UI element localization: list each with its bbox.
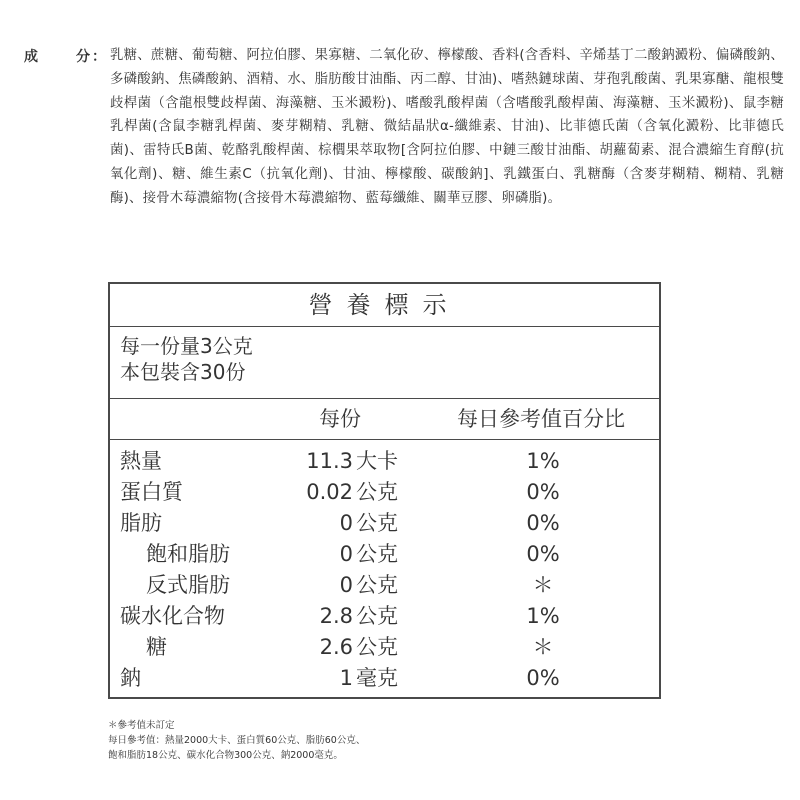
nutrient-amount: 11.3 <box>306 449 353 473</box>
nutrient-daily-value: 1% <box>526 449 560 473</box>
nutrient-name: 熱量 <box>120 449 162 473</box>
nutrient-name: 蛋白質 <box>120 480 183 504</box>
nutrient-name: 反式脂肪 <box>146 573 230 597</box>
nutrient-row-energy <box>110 446 659 477</box>
nutrient-daily-value: 0% <box>526 666 560 690</box>
nutrient-amount: 2.6 <box>319 635 353 659</box>
ingredients-section <box>24 44 784 211</box>
nutrition-title: 營養標示 <box>110 284 659 327</box>
nutrient-amount: 0 <box>339 511 353 535</box>
nutrient-daily-value: 0% <box>526 542 560 566</box>
footnote-daily-reference-1: 每日參考值：熱量2000大卡、蛋白質60公克、脂肪60公克、 <box>108 735 366 746</box>
nutrient-unit: 大卡 <box>356 449 398 473</box>
nutrient-name: 鈉 <box>120 666 141 690</box>
nutrient-daily-value: ＊ <box>532 573 554 597</box>
footnote-daily-reference-2: 飽和脂肪18公克、碳水化合物300公克、鈉2000毫克。 <box>108 750 343 761</box>
nutrition-header-row <box>110 399 659 440</box>
nutrition-rows <box>110 440 659 694</box>
footnote-not-established: ＊參考值未訂定 <box>108 720 175 731</box>
nutrient-unit: 公克 <box>356 542 398 566</box>
footnote <box>108 718 365 763</box>
nutrient-unit: 毫克 <box>356 666 398 690</box>
nutrition-facts-panel <box>108 282 661 699</box>
servings-per-package: 本包裝含30份 <box>120 360 246 384</box>
ingredients-label-char2: 分 <box>76 49 90 65</box>
nutrient-row-protein <box>110 477 659 508</box>
nutrient-amount: 0 <box>339 573 353 597</box>
nutrient-amount: 0 <box>339 542 353 566</box>
nutrient-amount: 0.02 <box>306 480 353 504</box>
nutrient-row-trans-fat <box>110 570 659 601</box>
nutrient-name: 飽和脂肪 <box>146 542 230 566</box>
nutrient-daily-value: 0% <box>526 480 560 504</box>
nutrient-amount: 2.8 <box>319 604 353 628</box>
nutrient-row-sodium <box>110 663 659 694</box>
nutrient-row-saturated-fat <box>110 539 659 570</box>
nutrient-row-carbohydrate <box>110 601 659 632</box>
serving-size: 每一份量3公克 <box>120 334 253 358</box>
nutrient-unit: 公克 <box>356 604 398 628</box>
nutrient-name: 糖 <box>146 635 167 659</box>
nutrient-unit: 公克 <box>356 480 398 504</box>
nutrient-amount: 1 <box>339 666 353 690</box>
nutrient-unit: 公克 <box>356 511 398 535</box>
nutrient-name: 碳水化合物 <box>120 604 225 628</box>
nutrient-row-fat <box>110 508 659 539</box>
nutrient-row-sugar <box>110 632 659 663</box>
nutrient-daily-value: 0% <box>526 511 560 535</box>
nutrient-daily-value: 1% <box>526 604 560 628</box>
nutrient-name: 脂肪 <box>120 511 162 535</box>
col-daily-value: 每日參考值百分比 <box>457 407 625 431</box>
nutrient-unit: 公克 <box>356 635 398 659</box>
nutrient-unit: 公克 <box>356 573 398 597</box>
serving-info <box>110 327 659 399</box>
ingredients-label-colon: ： <box>92 49 106 65</box>
nutrient-daily-value: ＊ <box>532 635 554 659</box>
ingredients-text: 乳糖、蔗糖、葡萄糖、阿拉伯膠、果寡糖、二氧化矽、檸檬酸、香料(含香料、辛烯基丁二酸鈉澱粉、偏磷酸鈉、多磷酸鈉、焦磷酸鈉、酒精、水、脂肪酸甘油酯、丙二醇、甘油)、嗜熱鏈球菌、芽孢乳酸菌、乳果寡醣、龍根雙歧桿菌（含龍根雙歧桿菌、海藻糖、玉米澱粉)、嗜酸乳酸桿菌（含嗜酸乳酸桿菌、海藻糖、玉米澱粉)、鼠李糖乳桿菌(含鼠李糖乳桿菌、麥芽糊精、乳糖、微結晶狀α-纖維素、甘油)、比菲德氏菌（含氧化澱粉、比菲德氏菌)、雷特氏B菌、乾酪乳酸桿菌、棕櫚果萃取物[含阿拉伯膠、中鏈三酸甘油酯、胡蘿蔔素、混合濃縮生育醇(抗氧化劑)、糖、維生素C（抗氧化劑)、甘油、檸檬酸、碳酸鈉]、乳鐵蛋白、乳糖酶（含麥芽糊精、糊精、乳糖酶)、接骨木莓濃縮物(含接骨木莓濃縮物、藍莓纖維、關華豆膠、卵磷脂)。 <box>110 48 784 206</box>
ingredients-label-char1: 成 <box>24 49 38 65</box>
col-per-serving: 每份 <box>319 407 361 431</box>
